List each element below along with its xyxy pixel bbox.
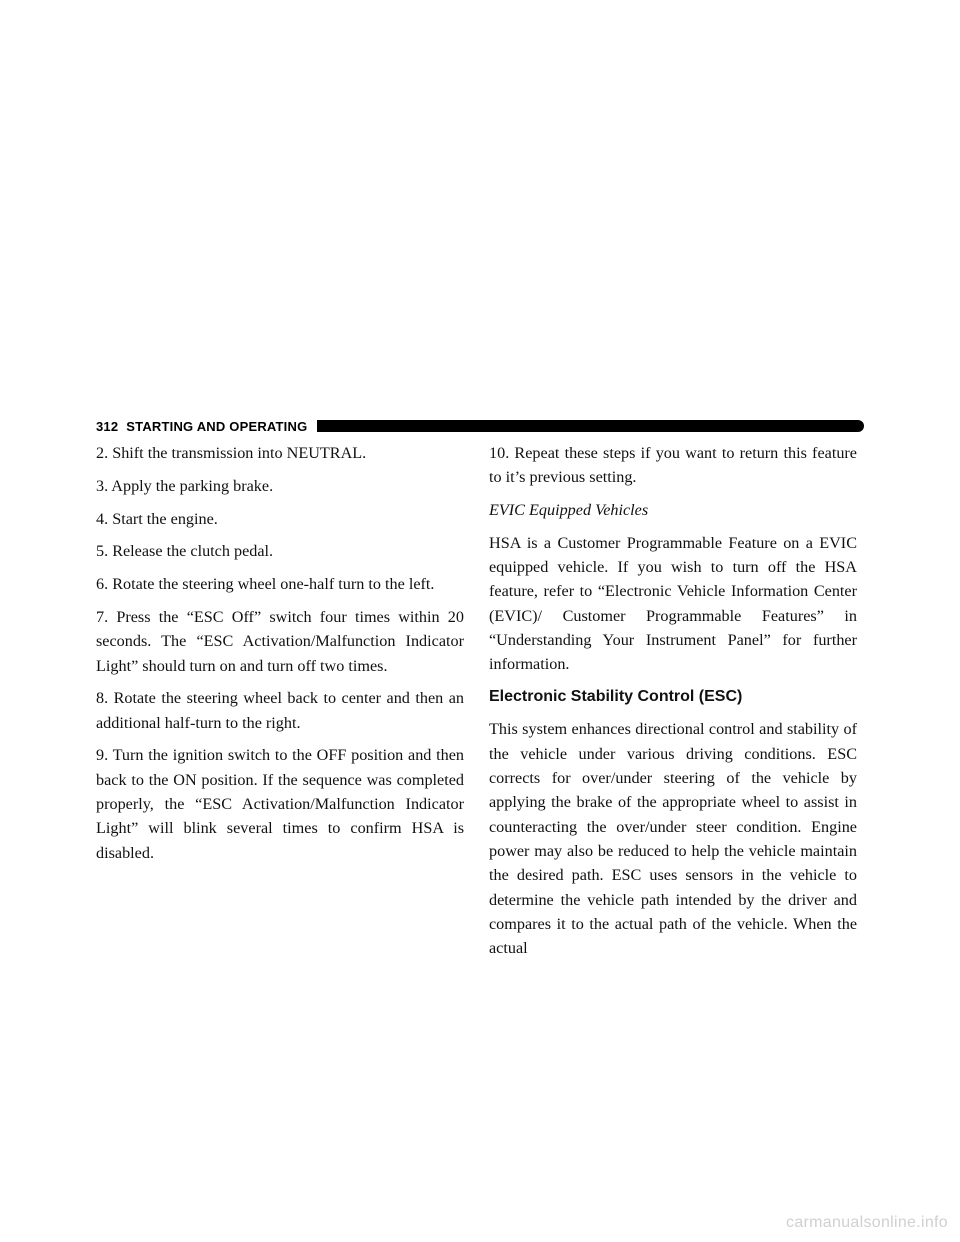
step-3: 3. Apply the parking brake. bbox=[96, 476, 274, 495]
step-10: 10. Repeat these steps if you want to return this feature to it’s previous setting. bbox=[489, 444, 857, 487]
section-title: STARTING AND OPERATING bbox=[126, 418, 308, 434]
header-rule bbox=[317, 420, 864, 432]
esc-paragraph: This system enhances directional control and stability of the vehicle under various driving conditions. ESC corrects for over/under steering of the vehicle by applying the brake of the appropriate wheel to assist in counteracting the over/under steer condition. Engine power may also be reduced to help the vehicle maintain the desired path. ESC uses sensors in the vehicle to determine the vehicle path intended by the driver and compares it to the actual path of the vehicle. When the actual bbox=[489, 720, 857, 958]
step-7: 7. Press the “ESC Off” switch four times within 20 seconds. The “ESC Activation/Malfunction Indicator Light” should turn on and turn off two times. bbox=[96, 607, 464, 675]
step-8: 8. Rotate the steering wheel back to center and then an additional half-turn to the right. bbox=[96, 689, 464, 732]
page-header bbox=[96, 417, 864, 435]
evic-paragraph: HSA is a Customer Programmable Feature on a EVIC equipped vehicle. If you wish to turn off the HSA feature, refer to “Electronic Vehicle Information Center (EVIC)/ Customer Programmable Features” in “Understanding Your Instrument Panel” for further information. bbox=[489, 533, 857, 674]
step-2: 2. Shift the transmission into NEUTRAL. bbox=[96, 444, 367, 462]
right-column bbox=[489, 441, 857, 969]
watermark-text: carmanualsonline.info bbox=[786, 1214, 948, 1231]
step-6: 6. Rotate the steering wheel one-half turn to the left. bbox=[96, 575, 435, 594]
step-9: 9. Turn the ignition switch to the OFF position and then back to the ON position. If the sequence was completed properly, the “ESC Activation/Malfunction Indicator Light” will blink several times to confirm HSA is disabled. bbox=[96, 746, 464, 862]
left-column bbox=[96, 441, 464, 873]
step-4: 4. Start the engine. bbox=[96, 509, 218, 528]
evic-subheading: EVIC Equipped Vehicles bbox=[489, 501, 649, 520]
esc-section-heading: Electronic Stability Control (ESC) bbox=[489, 688, 743, 706]
page-number: 312 bbox=[96, 418, 119, 434]
step-5: 5. Release the clutch pedal. bbox=[96, 542, 274, 561]
